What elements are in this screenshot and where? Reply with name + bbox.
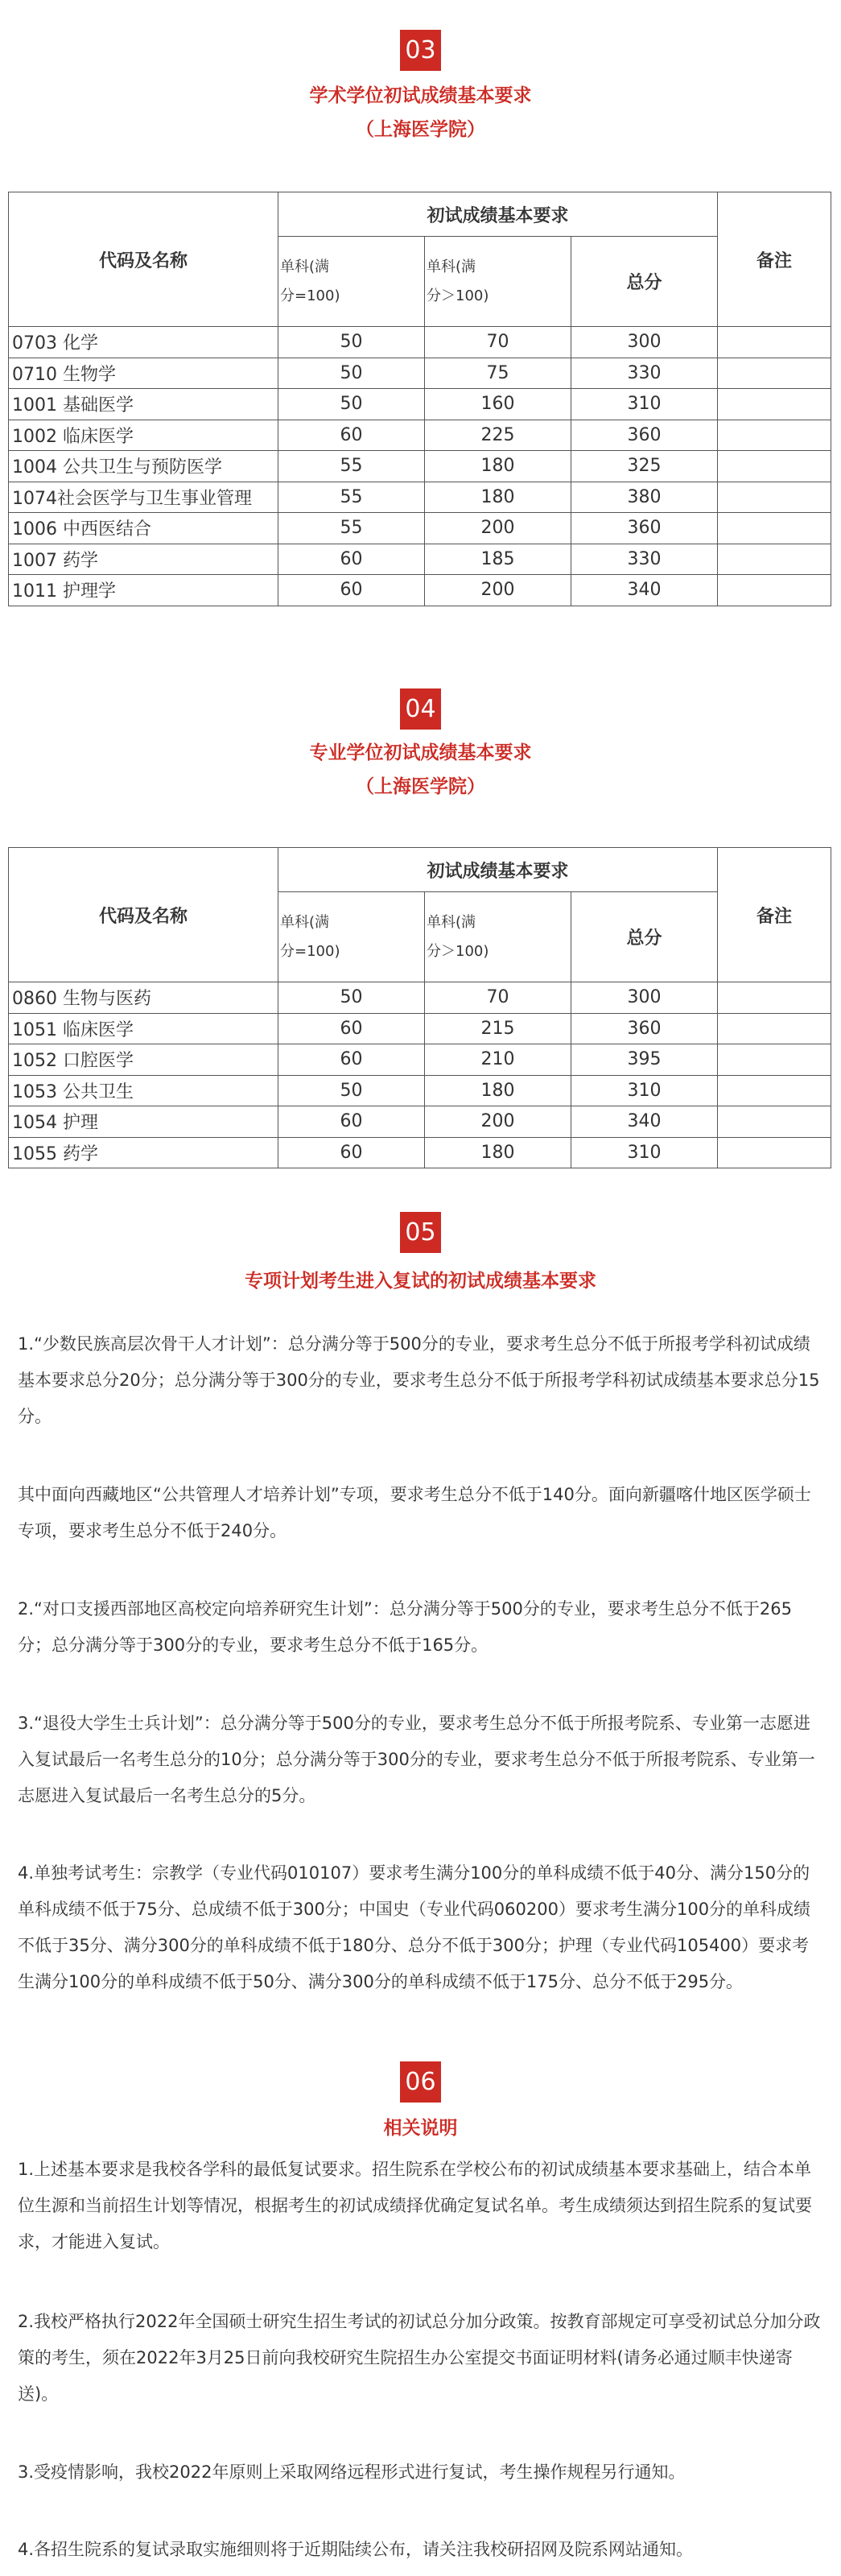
single-100-score: 50	[278, 982, 425, 1014]
program-name: 1011 护理学	[9, 575, 278, 606]
program-name: 1051 临床医学	[9, 1013, 278, 1044]
note-cell	[718, 513, 831, 544]
note-cell	[718, 327, 831, 358]
academic-score-table	[8, 192, 831, 606]
single-100-score: 50	[278, 1075, 425, 1106]
table-row	[9, 1044, 831, 1076]
single-over-100-score: 200	[425, 513, 571, 544]
program-name: 1004 公共卫生与预防医学	[9, 451, 278, 482]
note-cell	[718, 982, 831, 1014]
note-cell	[718, 1013, 831, 1044]
note-cell	[718, 1137, 831, 1168]
single-over-100-score: 200	[425, 575, 571, 606]
single-100-score: 60	[278, 1044, 425, 1076]
table-row	[9, 389, 831, 420]
single-over-100-score: 180	[425, 1075, 571, 1106]
header-code-name: 代码及名称	[9, 192, 278, 327]
program-name: 1052 口腔医学	[9, 1044, 278, 1076]
total-score: 340	[571, 575, 718, 606]
header-total: 总分	[571, 237, 718, 327]
program-name: 1001 基础医学	[9, 389, 278, 420]
program-name: 0860 生物与医药	[9, 982, 278, 1014]
total-score: 330	[571, 544, 718, 575]
section-badge-04: 04	[400, 688, 441, 730]
total-score: 310	[571, 1137, 718, 1168]
total-score: 300	[571, 327, 718, 358]
total-score: 395	[571, 1044, 718, 1076]
table-row	[9, 1075, 831, 1106]
single-100-score: 55	[278, 451, 425, 482]
single-100-score: 60	[278, 1106, 425, 1138]
total-score: 340	[571, 1106, 718, 1138]
single-100-score: 50	[278, 358, 425, 389]
note-cell	[718, 358, 831, 389]
section-badge-06: 06	[400, 2061, 441, 2103]
header-total: 总分	[571, 892, 718, 982]
special-plan-paragraph-5: 4.单独考试考生：宗教学（专业代码010107）要求考生满分100分的单科成绩不低于40分、满分150分的单科成绩不低于75分、总成绩不低于300分；中国史（专业代码060200）要求考生满分100分的单科成绩不低于35分、满分300分的单科成绩不低于180分、总分不低于300分；护理（专业代码105400）要求考生满分100分的单科成绩不低于50分、满分300分的单科成绩不低于175分、总分不低于295分。	[18, 1863, 811, 1991]
section-subtitle-03: （上海医学院）	[356, 119, 485, 140]
section-title-03: 学术学位初试成绩基本要求	[309, 85, 532, 106]
special-plan-paragraph-1: 1.“少数民族高层次骨干人才计划”：总分满分等于500分的专业，要求考生总分不低于所报考学科初试成绩基本要求总分20分；总分满分等于300分的专业，要求考生总分不低于所报考学科初试成绩基本要求总分15分。	[18, 1334, 820, 1426]
single-over-100-score: 70	[425, 327, 571, 358]
total-score: 300	[571, 982, 718, 1014]
total-score: 380	[571, 482, 718, 513]
section-title-06: 相关说明	[383, 2118, 458, 2139]
note-cell	[718, 389, 831, 420]
single-100-score: 60	[278, 420, 425, 451]
table-row	[9, 575, 831, 606]
single-over-100-score: 180	[425, 1137, 571, 1168]
note-cell	[718, 482, 831, 513]
note-cell	[718, 575, 831, 606]
program-name: 1074社会医学与卫生事业管理	[9, 482, 278, 513]
single-over-100-score: 75	[425, 358, 571, 389]
single-100-score: 55	[278, 513, 425, 544]
single-over-100-score: 185	[425, 544, 571, 575]
note-cell	[718, 544, 831, 575]
professional-score-table	[8, 847, 831, 1168]
section-badge-03: 03	[400, 30, 441, 71]
single-100-score: 50	[278, 327, 425, 358]
header-code-name: 代码及名称	[9, 848, 278, 982]
note-cell	[718, 1075, 831, 1106]
program-name: 1053 公共卫生	[9, 1075, 278, 1106]
header-single-100: 单科(满 分=100)	[278, 237, 425, 327]
header-single-100: 单科(满 分=100)	[278, 892, 425, 982]
header-score-group: 初试成绩基本要求	[278, 848, 718, 892]
table-row	[9, 513, 831, 544]
single-over-100-score: 200	[425, 1106, 571, 1138]
single-100-score: 55	[278, 482, 425, 513]
single-over-100-score: 225	[425, 420, 571, 451]
program-name: 1007 药学	[9, 544, 278, 575]
table-row	[9, 482, 831, 513]
program-name: 1054 护理	[9, 1106, 278, 1138]
single-over-100-score: 70	[425, 982, 571, 1014]
header-single-over-100: 单科(满 分＞100)	[425, 237, 571, 327]
single-over-100-score: 180	[425, 451, 571, 482]
single-100-score: 50	[278, 389, 425, 420]
note-cell	[718, 420, 831, 451]
single-100-score: 60	[278, 1013, 425, 1044]
table-row	[9, 420, 831, 451]
notes-paragraph-1: 1.上述基本要求是我校各学科的最低复试要求。招生院系在学校公布的初试成绩基本要求基础上，结合本单位生源和当前招生计划等情况，根据考生的初试成绩择优确定复试名单。考生成绩须达到招生院系的复试要求，才能进入复试。	[18, 2160, 812, 2251]
total-score: 325	[571, 451, 718, 482]
special-plan-paragraph-3: 2.“对口支援西部地区高校定向培养研究生计划”：总分满分等于500分的专业，要求考生总分不低于265分；总分满分等于300分的专业，要求考生总分不低于165分。	[18, 1599, 792, 1655]
total-score: 360	[571, 513, 718, 544]
notes-paragraph-4: 4.各招生院系的复试录取实施细则将于近期陆续公布，请关注我校研招网及院系网站通知。	[18, 2540, 694, 2559]
table-row	[9, 544, 831, 575]
note-cell	[718, 1106, 831, 1138]
single-over-100-score: 160	[425, 389, 571, 420]
notes-paragraph-3: 3.受疫情影响，我校2022年原则上采取网络远程形式进行复试，考生操作规程另行通知。	[18, 2462, 686, 2482]
program-name: 1055 药学	[9, 1137, 278, 1168]
table-row	[9, 358, 831, 389]
total-score: 360	[571, 420, 718, 451]
single-over-100-score: 215	[425, 1013, 571, 1044]
special-plan-paragraph-2: 其中面向西藏地区“公共管理人才培养计划”专项，要求考生总分不低于140分。面向新疆喀什地区医学硕士专项，要求考生总分不低于240分。	[18, 1485, 811, 1540]
program-name: 0710 生物学	[9, 358, 278, 389]
header-single-over-100: 单科(满 分＞100)	[425, 892, 571, 982]
header-score-group: 初试成绩基本要求	[278, 192, 718, 237]
program-name: 1002 临床医学	[9, 420, 278, 451]
table-row	[9, 1106, 831, 1138]
program-name: 0703 化学	[9, 327, 278, 358]
header-note: 备注	[718, 848, 831, 982]
table-row	[9, 1137, 831, 1168]
total-score: 360	[571, 1013, 718, 1044]
table-row	[9, 982, 831, 1014]
section-badge-05: 05	[400, 1212, 441, 1253]
program-name: 1006 中西医结合	[9, 513, 278, 544]
total-score: 310	[571, 1075, 718, 1106]
section-subtitle-04: （上海医学院）	[356, 776, 485, 797]
table-row	[9, 1013, 831, 1044]
total-score: 310	[571, 389, 718, 420]
single-over-100-score: 180	[425, 482, 571, 513]
header-note: 备注	[718, 192, 831, 327]
single-over-100-score: 210	[425, 1044, 571, 1076]
special-plan-paragraph-4: 3.“退役大学生士兵计划”：总分满分等于500分的专业，要求考生总分不低于所报考院系、专业第一志愿进入复试最后一名考生总分的10分；总分满分等于300分的专业，要求考生总分不低于所报考院系、专业第一志愿进入复试最后一名考生总分的5分。	[18, 1714, 815, 1805]
single-100-score: 60	[278, 1137, 425, 1168]
table-row	[9, 451, 831, 482]
notes-paragraph-2: 2.我校严格执行2022年全国硕士研究生招生考试的初试总分加分政策。按教育部规定可享受初试总分加分政策的考生，须在2022年3月25日前向我校研究生院招生办公室提交书面证明材料(请务必通过顺丰快递寄送)。	[18, 2312, 821, 2404]
single-100-score: 60	[278, 575, 425, 606]
note-cell	[718, 1044, 831, 1076]
note-cell	[718, 451, 831, 482]
table-row	[9, 327, 831, 358]
section-title-05: 专项计划考生进入复试的初试成绩基本要求	[245, 1271, 596, 1292]
section-title-04: 专业学位初试成绩基本要求	[309, 742, 532, 763]
single-100-score: 60	[278, 544, 425, 575]
total-score: 330	[571, 358, 718, 389]
